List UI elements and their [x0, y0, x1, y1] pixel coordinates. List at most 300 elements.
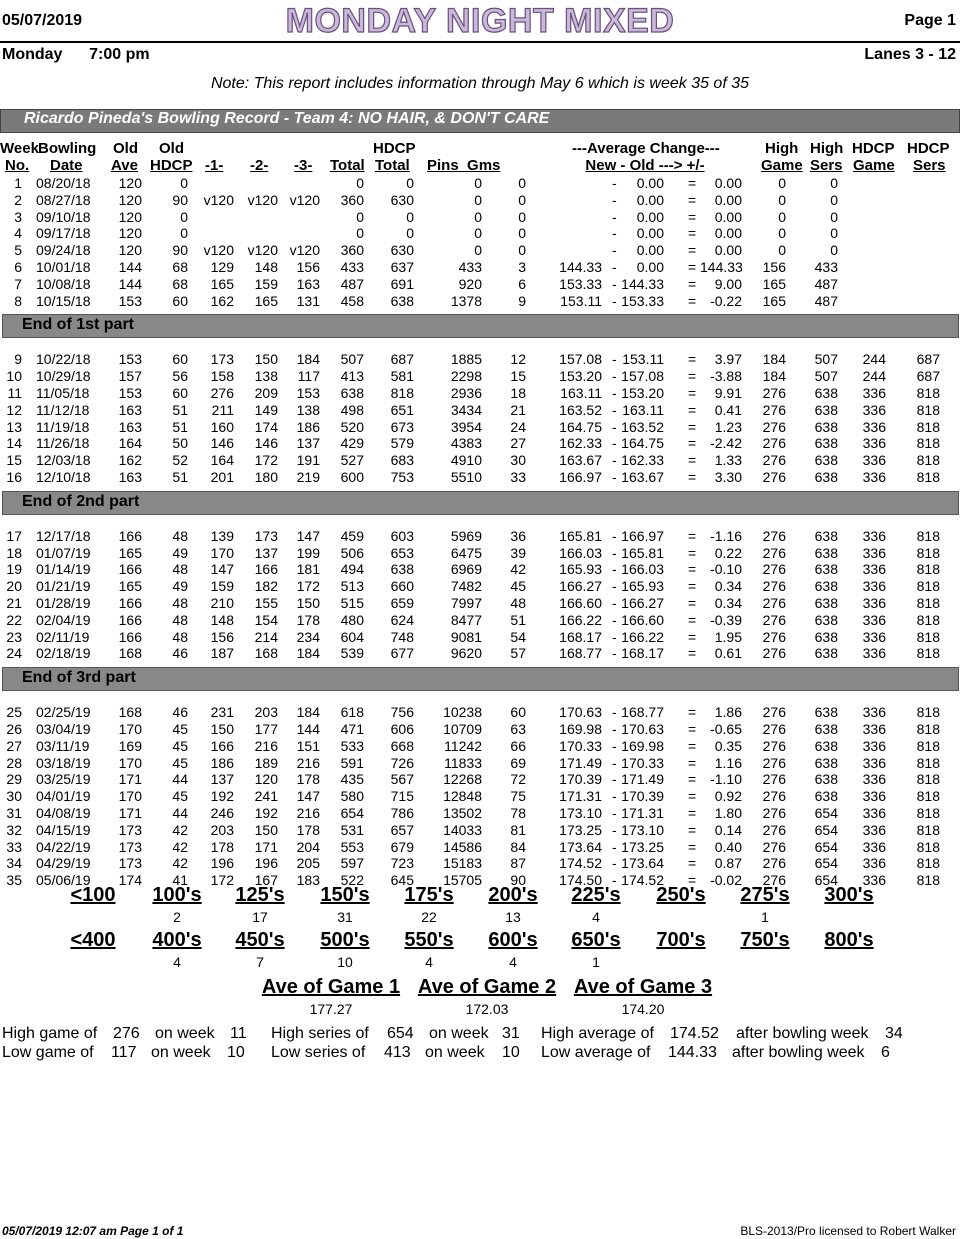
- cell-avg-eq: =: [688, 275, 697, 292]
- cell-pins: 15705: [443, 872, 482, 889]
- col-high-game: Game: [761, 157, 803, 174]
- cell-date: 04/08/19: [36, 805, 91, 821]
- cell-old-hdcp: 45: [172, 721, 188, 737]
- cell-total: 429: [340, 435, 364, 452]
- lanes: Lanes 3 - 12: [864, 46, 956, 63]
- cell-avg-diff: -2.42: [710, 435, 742, 452]
- cell-gms: 69: [510, 754, 526, 771]
- cell-gms: 33: [510, 469, 526, 485]
- table-row: [0, 855, 960, 872]
- cell-high-game: 276: [762, 737, 786, 754]
- cell-avg-dash: -: [612, 175, 617, 191]
- high-average-value: 174.52: [670, 1025, 719, 1042]
- cell-pins: 0: [474, 225, 482, 242]
- cell-total: 597: [340, 855, 364, 872]
- cell-date: 12/10/18: [36, 469, 91, 485]
- cell-game1: 162: [210, 292, 234, 309]
- table-row: [0, 351, 960, 368]
- col-week: Week: [0, 140, 39, 157]
- cell-game3: 144: [296, 721, 320, 737]
- cell-gms: 6: [518, 275, 526, 292]
- table-row: [0, 704, 960, 721]
- cell-game3: 172: [296, 578, 320, 595]
- cell-game2: v120: [247, 242, 278, 259]
- cell-avg-old: 165.81: [621, 544, 664, 561]
- cell-hdcp-sers: 818: [916, 469, 940, 485]
- cell-gms: 27: [510, 435, 526, 452]
- high-average-label: High average of: [541, 1025, 654, 1042]
- cell-gms: 90: [510, 872, 526, 889]
- table-row: [0, 721, 960, 738]
- cell-avg-diff: -0.02: [710, 872, 742, 889]
- cell-avg-new: 153.11: [560, 292, 602, 309]
- cell-avg-old: 166.97: [621, 527, 664, 544]
- cell-game1: 147: [210, 561, 234, 578]
- cell-game3: 147: [296, 788, 320, 805]
- table-row: [0, 771, 960, 788]
- cell-week: 12: [6, 401, 22, 418]
- cell-pins: 5510: [450, 469, 482, 485]
- cell-avg-old: 166.03: [621, 561, 664, 578]
- cell-avg-new: 165.81: [559, 527, 602, 544]
- cell-old-ave: 170: [118, 721, 142, 737]
- cell-hdcp-total: 748: [390, 628, 414, 645]
- cell-game3: 184: [296, 645, 320, 662]
- cell-avg-diff: 0.41: [714, 401, 742, 418]
- cell-avg-new: 166.97: [559, 469, 602, 485]
- series-dist-count: 4: [425, 954, 433, 970]
- cell-hdcp-game: 336: [862, 754, 886, 771]
- game-average-value: 177.27: [309, 1001, 353, 1017]
- cell-total: 533: [340, 737, 364, 754]
- cell-total: 480: [340, 611, 364, 628]
- cell-week: 28: [6, 754, 22, 771]
- cell-total: 0: [356, 225, 364, 242]
- cell-game1: 159: [210, 578, 234, 595]
- cell-avg-old: 0.00: [636, 225, 664, 242]
- cell-date: 11/26/18: [36, 435, 90, 452]
- cell-avg-new: 170.63: [559, 704, 602, 721]
- cell-hdcp-total: 673: [390, 418, 414, 435]
- cell-high-sers: 507: [814, 351, 838, 368]
- cell-gms: 42: [510, 561, 526, 578]
- cell-high-game: 276: [762, 805, 786, 821]
- cell-gms: 63: [510, 721, 526, 737]
- cell-game2: 209: [254, 385, 278, 401]
- cell-pins: 14033: [443, 821, 482, 838]
- cell-high-game: 276: [762, 561, 786, 578]
- series-dist-label: <400: [70, 929, 116, 951]
- cell-game3: 117: [297, 368, 320, 385]
- cell-game2: 171: [254, 838, 278, 855]
- cell-game2: 150: [254, 821, 278, 838]
- cell-old-hdcp: 49: [172, 578, 188, 595]
- cell-high-game: 276: [762, 611, 786, 628]
- cell-date: 08/27/18: [36, 191, 91, 208]
- cell-old-ave: 170: [118, 788, 142, 805]
- cell-avg-new: 162.33: [559, 435, 602, 452]
- low-average-after: after bowling week: [732, 1044, 865, 1061]
- cell-pins: 2936: [450, 385, 482, 401]
- cell-week: 4: [14, 225, 22, 242]
- cell-high-sers: 638: [814, 704, 838, 721]
- cell-old-hdcp: 42: [172, 821, 188, 838]
- cell-week: 18: [6, 544, 22, 561]
- cell-avg-dash: -: [612, 401, 617, 418]
- col-hdcp-total: Total: [375, 157, 410, 174]
- cell-avg-diff: 0.00: [714, 208, 742, 225]
- cell-old-hdcp: 48: [172, 561, 188, 578]
- cell-avg-eq: =: [688, 645, 697, 662]
- cell-total: 360: [340, 242, 364, 259]
- table-row: [0, 629, 960, 646]
- cell-week: 14: [6, 435, 22, 452]
- game-dist-label: 275's: [740, 884, 790, 906]
- cell-hdcp-game: 336: [862, 805, 886, 821]
- cell-game1: 203: [210, 821, 234, 838]
- cell-gms: 51: [510, 611, 526, 628]
- cell-hdcp-total: 691: [390, 275, 414, 292]
- cell-game1: 160: [210, 418, 234, 435]
- cell-hdcp-total: 603: [390, 527, 414, 544]
- cell-old-ave: 173: [118, 855, 142, 872]
- cell-avg-dash: -: [612, 242, 617, 259]
- cell-hdcp-game: 244: [862, 368, 886, 385]
- cell-old-ave: 164: [118, 435, 142, 452]
- cell-pins: 433: [458, 259, 482, 275]
- cell-week: 2: [14, 191, 22, 208]
- cell-pins: 6969: [450, 561, 482, 578]
- cell-hdcp-game: 336: [862, 385, 886, 401]
- cell-high-sers: 638: [814, 561, 838, 578]
- cell-avg-eq: =: [688, 595, 697, 611]
- cell-week: 26: [6, 721, 22, 737]
- cell-pins: 4910: [450, 452, 482, 469]
- table-row: [0, 738, 960, 755]
- cell-avg-eq: =: [688, 242, 697, 259]
- game-dist-label: 300's: [824, 884, 874, 906]
- cell-pins: 2298: [450, 368, 482, 385]
- cell-high-sers: 654: [814, 805, 838, 821]
- cell-game2: 241: [254, 788, 278, 805]
- cell-hdcp-sers: 687: [916, 351, 940, 368]
- cell-game2: 120: [254, 771, 278, 788]
- cell-high-game: 276: [762, 469, 786, 485]
- cell-old-ave: 166: [118, 527, 142, 544]
- cell-avg-eq: =: [688, 225, 697, 242]
- cell-game1: 165: [210, 275, 234, 292]
- table-row: [0, 805, 960, 822]
- cell-hdcp-sers: 818: [916, 737, 940, 754]
- cell-avg-old: 0.00: [636, 242, 664, 259]
- cell-avg-old: 144.33: [621, 275, 664, 292]
- cell-old-hdcp: 50: [172, 435, 188, 452]
- cell-avg-old: 166.27: [621, 595, 664, 611]
- cell-gms: 0: [518, 175, 526, 191]
- cell-game1: 148: [210, 611, 234, 628]
- cell-total: 618: [340, 704, 364, 721]
- cell-week: 34: [6, 855, 22, 872]
- cell-old-hdcp: 60: [172, 292, 188, 309]
- cell-high-game: 276: [762, 838, 786, 855]
- cell-week: 7: [14, 275, 22, 292]
- cell-high-sers: 0: [830, 175, 838, 191]
- cell-high-sers: 507: [814, 368, 838, 385]
- series-dist-label: 650's: [571, 929, 621, 951]
- cell-avg-dash: -: [612, 452, 617, 469]
- cell-old-ave: 153: [118, 385, 142, 401]
- cell-high-sers: 638: [814, 578, 838, 595]
- cell-total: 487: [340, 275, 364, 292]
- cell-avg-eq: =: [688, 544, 697, 561]
- cell-avg-eq: =: [688, 754, 697, 771]
- col-total: Total: [330, 157, 365, 174]
- cell-game3: 178: [296, 821, 320, 838]
- low-series-value: 413: [384, 1044, 411, 1061]
- part-label: End of 3rd part: [22, 669, 136, 687]
- cell-hdcp-game: 336: [862, 561, 886, 578]
- cell-hdcp-game: 336: [862, 401, 886, 418]
- cell-date: 03/25/19: [36, 771, 91, 788]
- cell-avg-old: 0.00: [636, 208, 664, 225]
- cell-hdcp-total: 638: [390, 561, 414, 578]
- cell-avg-eq: =: [688, 208, 697, 225]
- cell-date: 10/29/18: [36, 368, 91, 385]
- cell-date: 10/22/18: [36, 351, 91, 368]
- cell-old-ave: 163: [118, 418, 142, 435]
- cell-pins: 11833: [444, 754, 482, 771]
- cell-avg-dash: -: [612, 469, 617, 485]
- cell-avg-old: 153.33: [621, 292, 664, 309]
- cell-old-ave: 120: [118, 208, 142, 225]
- cell-game2: 149: [254, 401, 278, 418]
- cell-old-ave: 170: [118, 754, 142, 771]
- cell-old-ave: 153: [118, 351, 142, 368]
- cell-avg-new: 153.33: [559, 275, 602, 292]
- cell-high-game: 0: [778, 225, 786, 242]
- cell-avg-eq: =: [688, 838, 697, 855]
- cell-date: 03/18/19: [36, 754, 91, 771]
- cell-pins: 7997: [450, 595, 482, 611]
- table-row: [0, 528, 960, 545]
- cell-avg-diff: -1.16: [710, 527, 742, 544]
- cell-high-game: 165: [762, 292, 786, 309]
- part-divider: [2, 314, 959, 338]
- cell-game2: 154: [254, 611, 278, 628]
- table-row: [0, 822, 960, 839]
- cell-avg-dash: -: [612, 628, 617, 645]
- cell-avg-eq: =: [688, 788, 697, 805]
- cell-high-sers: 638: [814, 595, 838, 611]
- cell-avg-new: 173.64: [559, 838, 602, 855]
- cell-gms: 18: [510, 385, 526, 401]
- cell-game3: 150: [296, 595, 320, 611]
- series-dist-label: 400's: [152, 929, 202, 951]
- cell-avg-new: 173.25: [559, 821, 602, 838]
- game-dist-label: <100: [70, 884, 116, 906]
- cell-avg-dash: -: [612, 527, 617, 544]
- cell-date: 02/25/19: [36, 704, 91, 721]
- cell-game3: 131: [296, 292, 320, 309]
- table-row: [0, 385, 960, 402]
- cell-game2: 214: [254, 628, 278, 645]
- game-average-label: Ave of Game 2: [417, 976, 557, 998]
- cell-hdcp-sers: 818: [916, 527, 940, 544]
- cell-date: 02/18/19: [36, 645, 91, 662]
- cell-high-game: 276: [762, 452, 786, 469]
- high-series-week: 31: [502, 1025, 520, 1042]
- cell-old-ave: 165: [118, 578, 142, 595]
- cell-game3: 163: [296, 275, 320, 292]
- cell-old-ave: 153: [118, 292, 142, 309]
- cell-total: 591: [340, 754, 364, 771]
- cell-gms: 0: [518, 208, 526, 225]
- cell-avg-dash: -: [612, 754, 617, 771]
- cell-avg-dash: -: [612, 544, 617, 561]
- cell-week: 3: [14, 208, 22, 225]
- league-title: MONDAY NIGHT MIXED: [285, 2, 675, 40]
- cell-week: 16: [6, 469, 22, 485]
- cell-high-game: 0: [778, 208, 786, 225]
- cell-game2: 168: [254, 645, 278, 662]
- cell-week: 1: [14, 175, 22, 191]
- cell-avg-new: 171.49: [559, 754, 602, 771]
- table-row: [0, 175, 960, 192]
- cell-avg-old: 170.39: [621, 788, 664, 805]
- cell-game1: 201: [210, 469, 234, 485]
- game-dist-count: 31: [337, 909, 353, 925]
- game-dist-label: 150's: [320, 884, 370, 906]
- cell-week: 8: [14, 292, 22, 309]
- cell-total: 360: [340, 191, 364, 208]
- cell-avg-new: 165.93: [559, 561, 602, 578]
- series-dist-label: 450's: [235, 929, 285, 951]
- cell-game1: 276: [210, 385, 234, 401]
- low-average-value: 144.33: [668, 1044, 717, 1061]
- cell-avg-dash: -: [612, 191, 617, 208]
- cell-week: 35: [6, 872, 22, 889]
- cell-game1: 231: [210, 704, 234, 721]
- cell-avg-old: 173.10: [621, 821, 664, 838]
- cell-hdcp-sers: 818: [916, 628, 940, 645]
- cell-total: 506: [340, 544, 364, 561]
- cell-hdcp-total: 653: [390, 544, 414, 561]
- col-game1: -1-: [205, 157, 224, 174]
- cell-game1: 186: [210, 754, 234, 771]
- cell-hdcp-sers: 818: [916, 435, 940, 452]
- cell-total: 515: [340, 595, 364, 611]
- cell-game2: 159: [254, 275, 278, 292]
- cell-hdcp-total: 651: [390, 401, 414, 418]
- table-row: [0, 259, 960, 276]
- cell-week: 6: [14, 259, 22, 275]
- cell-hdcp-total: 630: [390, 242, 414, 259]
- series-dist-label: 800's: [824, 929, 874, 951]
- cell-game2: 174: [254, 418, 278, 435]
- cell-hdcp-sers: 818: [916, 401, 940, 418]
- cell-game3: v120: [289, 191, 320, 208]
- cell-game1: v120: [203, 191, 234, 208]
- cell-avg-dash: -: [612, 872, 617, 889]
- cell-pins: 920: [458, 275, 482, 292]
- table-row: [0, 368, 960, 385]
- cell-hdcp-game: 336: [862, 821, 886, 838]
- cell-gms: 0: [518, 191, 526, 208]
- cell-game1: 172: [210, 872, 234, 889]
- cell-game3: 216: [296, 805, 320, 821]
- cell-old-ave: 162: [118, 452, 142, 469]
- game-dist-label: 125's: [235, 884, 285, 906]
- high-series-value: 654: [387, 1025, 414, 1042]
- cell-week: 13: [6, 418, 22, 435]
- cell-gms: 57: [510, 645, 526, 662]
- cell-high-game: 276: [762, 595, 786, 611]
- cell-total: 458: [340, 292, 364, 309]
- cell-avg-diff: -0.22: [710, 292, 742, 309]
- cell-hdcp-game: 336: [862, 435, 886, 452]
- cell-week: 22: [6, 611, 22, 628]
- cell-date: 08/20/18: [36, 175, 91, 191]
- col-hdcp-sers-top: HDCP: [907, 140, 950, 157]
- cell-week: 27: [6, 737, 22, 754]
- cell-week: 19: [6, 561, 22, 578]
- cell-avg-diff: 1.80: [714, 805, 742, 821]
- cell-avg-eq: =: [688, 175, 697, 191]
- cell-date: 10/15/18: [36, 292, 91, 309]
- cell-game2: 166: [254, 561, 278, 578]
- cell-avg-diff: 3.30: [714, 469, 742, 485]
- cell-old-hdcp: 90: [172, 191, 188, 208]
- cell-hdcp-game: 336: [862, 628, 886, 645]
- cell-gms: 48: [510, 595, 526, 611]
- cell-avg-eq: =: [688, 435, 697, 452]
- cell-old-ave: 120: [118, 242, 142, 259]
- cell-hdcp-total: 786: [390, 805, 414, 821]
- cell-avg-old: 153.20: [621, 385, 664, 401]
- cell-date: 02/04/19: [36, 611, 91, 628]
- cell-gms: 84: [510, 838, 526, 855]
- cell-old-hdcp: 42: [172, 855, 188, 872]
- cell-old-ave: 166: [118, 628, 142, 645]
- cell-old-ave: 144: [118, 259, 142, 275]
- cell-high-sers: 0: [830, 191, 838, 208]
- cell-old-hdcp: 51: [172, 469, 188, 485]
- cell-avg-dash: -: [612, 351, 617, 368]
- cell-avg-new: 144.33: [559, 259, 602, 275]
- cell-hdcp-sers: 818: [916, 721, 940, 737]
- col-game2: -2-: [250, 157, 269, 174]
- cell-high-sers: 638: [814, 645, 838, 662]
- series-dist-count: 1: [592, 954, 600, 970]
- table-row: [0, 192, 960, 209]
- day-time: [2, 46, 150, 64]
- cell-avg-old: 163.11: [622, 401, 664, 418]
- cell-avg-dash: -: [612, 737, 617, 754]
- cell-game3: 184: [296, 351, 320, 368]
- cell-high-game: 165: [762, 275, 786, 292]
- cell-pins: 11242: [444, 737, 482, 754]
- cell-avg-dash: -: [612, 418, 617, 435]
- cell-old-ave: 120: [118, 225, 142, 242]
- cell-week: 11: [7, 385, 22, 401]
- cell-hdcp-sers: 818: [916, 578, 940, 595]
- cell-game2: 167: [254, 872, 278, 889]
- cell-avg-eq: =: [688, 368, 697, 385]
- cell-gms: 72: [510, 771, 526, 788]
- cell-avg-diff: 1.95: [714, 628, 742, 645]
- cell-total: 435: [340, 771, 364, 788]
- cell-hdcp-sers: 818: [916, 771, 940, 788]
